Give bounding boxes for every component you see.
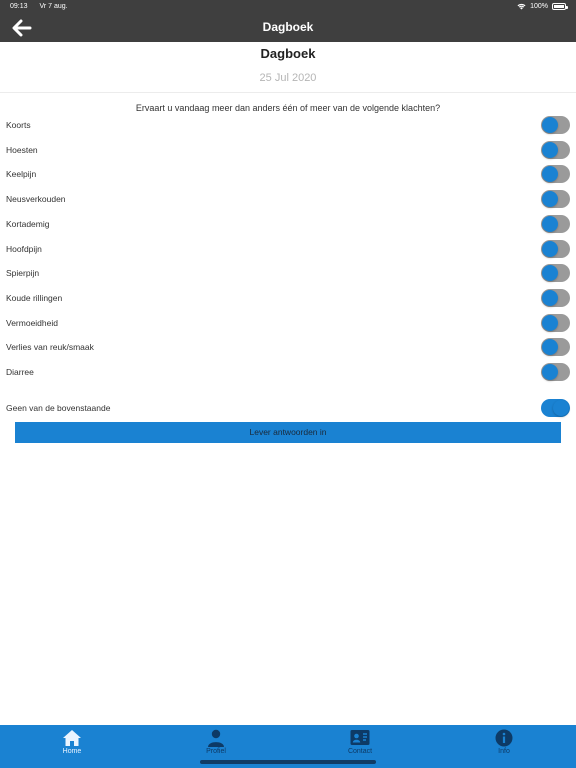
toggle-knob (542, 339, 558, 355)
battery-percentage: 100% (530, 3, 548, 10)
symptom-toggle[interactable] (541, 363, 570, 381)
symptom-row (0, 362, 576, 382)
navigation-bar (0, 0, 576, 42)
status-date: Vr 7 aug. (39, 3, 68, 10)
tab-profiel-label: Profiel (206, 748, 226, 755)
status-time: 09:13 (10, 3, 28, 10)
toggle-knob (542, 166, 558, 182)
symptom-row (0, 140, 576, 160)
none-of-the-above-row (0, 398, 576, 418)
contact-card-icon (350, 729, 370, 747)
tab-home-label: Home (62, 748, 82, 755)
symptom-label: Verlies van reuk/smaak (6, 342, 94, 353)
battery-icon (552, 3, 566, 10)
symptom-label: Vermoeidheid (6, 317, 58, 328)
symptom-toggle[interactable] (541, 240, 570, 258)
symptom-row (0, 239, 576, 259)
tab-contact-label: Contact (347, 748, 373, 755)
symptom-label: Kortademig (6, 218, 50, 229)
symptom-toggle[interactable] (541, 215, 570, 233)
symptom-row (0, 214, 576, 234)
wifi-icon (517, 3, 526, 10)
toggle-knob (542, 290, 558, 306)
diary-date: 25 Jul 2020 (259, 72, 317, 84)
toggle-knob (542, 315, 558, 331)
symptom-label: Koude rillingen (6, 292, 63, 303)
tab-info[interactable] (432, 725, 576, 768)
symptom-toggle[interactable] (541, 165, 570, 183)
symptom-label: Neusverkouden (6, 194, 66, 205)
divider (0, 92, 576, 93)
nav-title: Dagboek (262, 20, 314, 34)
symptom-toggle[interactable] (541, 190, 570, 208)
symptom-toggle[interactable] (541, 289, 570, 307)
symptom-label: Koorts (6, 120, 31, 130)
none-of-the-above-label: Geen van de bovenstaande (6, 403, 111, 413)
home-icon (62, 729, 82, 747)
symptom-label: Spierpijn (6, 268, 40, 279)
symptom-row (0, 313, 576, 333)
symptom-row (0, 288, 576, 308)
none-of-the-above-toggle[interactable] (541, 399, 570, 417)
symptom-question: Ervaart u vandaag meer dan anders één of meer van de volgende klachten? (135, 103, 441, 113)
tab-home[interactable] (0, 725, 144, 768)
symptom-toggle[interactable] (541, 314, 570, 332)
toggle-knob (553, 400, 569, 416)
toggle-knob (542, 142, 558, 158)
status-bar (0, 0, 576, 14)
info-icon (494, 729, 514, 747)
toggle-knob (542, 364, 558, 380)
symptom-row (0, 189, 576, 209)
page-title: Dagboek (260, 46, 316, 61)
symptom-label: Diarree (6, 367, 34, 377)
toggle-knob (542, 117, 558, 133)
symptom-toggle[interactable] (541, 141, 570, 159)
symptom-label: Keelpijn (6, 169, 37, 180)
symptom-label: Hoesten (6, 144, 38, 155)
symptom-row (0, 164, 576, 184)
symptom-row (0, 337, 576, 357)
symptom-toggle[interactable] (541, 116, 570, 134)
symptom-row (0, 115, 576, 135)
person-icon (206, 729, 226, 747)
toggle-knob (542, 265, 558, 281)
home-indicator[interactable] (200, 760, 376, 764)
submit-answers-button[interactable]: Lever antwoorden in (15, 422, 561, 443)
symptom-row (0, 263, 576, 283)
symptom-toggle[interactable] (541, 338, 570, 356)
toggle-knob (542, 191, 558, 207)
symptom-label: Hoofdpijn (6, 243, 42, 254)
symptom-toggle[interactable] (541, 264, 570, 282)
tab-info-label: Info (498, 748, 510, 755)
toggle-knob (542, 241, 558, 257)
toggle-knob (542, 216, 558, 232)
